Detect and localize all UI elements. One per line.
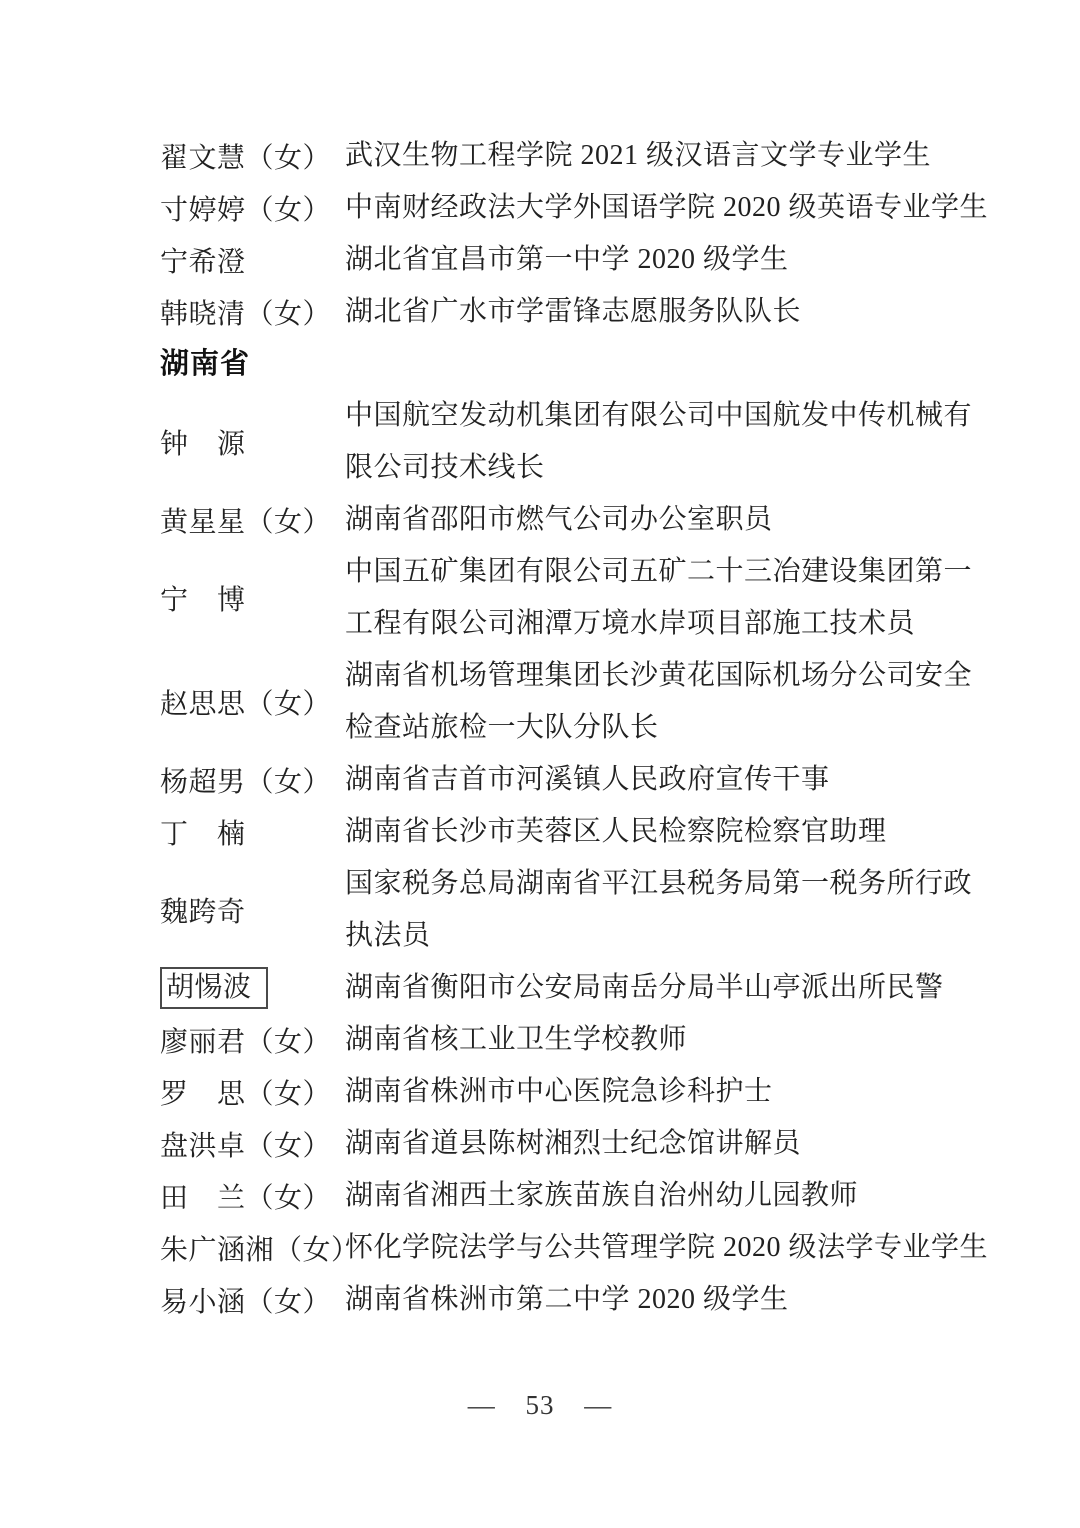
person-description (345, 962, 1030, 1014)
description-line: 湖南省衡阳市公安局南岳分局半山亭派出所民警 (345, 972, 944, 1003)
roster-entry (160, 390, 1030, 494)
roster-entry (160, 182, 1030, 234)
roster-entry (160, 1274, 1030, 1326)
person-description (345, 390, 1030, 494)
person-description (345, 182, 1030, 234)
description-line: 湖南省株洲市中心医院急诊科护士 (345, 1076, 773, 1107)
person-description (345, 1118, 1030, 1170)
description-line: 中南财经政法大学外国语学院 2020 级英语专业学生 (345, 192, 989, 223)
person-description (345, 130, 1030, 182)
description-line: 湖南省株洲市第二中学 2020 级学生 (345, 1284, 789, 1315)
roster-entry (160, 1222, 1030, 1274)
person-name: 魏跨奇 (160, 897, 246, 928)
person-description (345, 286, 1030, 338)
person-description (345, 754, 1030, 806)
roster-entry (160, 1014, 1030, 1066)
roster-entry (160, 234, 1030, 286)
description-line: 中国航空发动机集团有限公司中国航发中传机械有 (345, 400, 973, 431)
description-line: 湖南省湘西土家族苗族自治州幼儿园教师 (345, 1180, 859, 1211)
roster-entry (160, 858, 1030, 962)
person-name: 廖丽君（女） (160, 1027, 332, 1058)
description-line: 湖南省机场管理集团长沙黄花国际机场分公司安全 (345, 660, 973, 691)
person-name: 杨超男（女） (160, 767, 332, 798)
person-name: 田 兰（女） (160, 1183, 332, 1214)
description-line: 工程有限公司湘潭万境水岸项目部施工技术员 (345, 608, 916, 639)
roster-entry (160, 962, 1030, 1014)
person-description (345, 546, 1030, 650)
description-line: 中国五矿集团有限公司五矿二十三冶建设集团第一 (345, 556, 973, 587)
person-description (345, 650, 1030, 754)
person-description (345, 1274, 1030, 1326)
person-name: 钟 源 (160, 429, 246, 460)
roster-entry (160, 494, 1030, 546)
person-name: 赵思思（女） (160, 689, 332, 720)
roster-content (160, 130, 1030, 1326)
description-line: 湖南省道县陈树湘烈士纪念馆讲解员 (345, 1128, 802, 1159)
description-line: 湖南省长沙市芙蓉区人民检察院检察官助理 (345, 816, 887, 847)
section-header-hunan: 湖南省 (160, 348, 251, 380)
roster-entry (160, 1066, 1030, 1118)
description-line: 国家税务总局湖南省平江县税务局第一税务所行政 (345, 868, 973, 899)
person-description (345, 1066, 1030, 1118)
person-name (160, 962, 345, 1014)
description-line: 湖南省邵阳市燃气公司办公室职员 (345, 504, 773, 535)
person-name: 翟文慧（女） (160, 143, 332, 174)
description-line: 湖南省核工业卫生学校教师 (345, 1024, 688, 1055)
roster-entry (160, 754, 1030, 806)
description-line: 检查站旅检一大队分队长 (345, 712, 659, 743)
person-name: 寸婷婷（女） (160, 195, 332, 226)
roster-entry (160, 286, 1030, 338)
description-line: 武汉生物工程学院 2021 级汉语言文学专业学生 (345, 140, 932, 171)
person-description (345, 1222, 1030, 1274)
person-name: 朱广涵湘（女） (160, 1235, 360, 1266)
person-name: 丁 楠 (160, 819, 246, 850)
person-name: 盘洪卓（女） (160, 1131, 332, 1162)
person-description (345, 806, 1030, 858)
roster-entry (160, 806, 1030, 858)
roster-entry (160, 650, 1030, 754)
boxed-name-highlight: 胡惕波 (160, 967, 268, 1009)
description-line: 执法员 (345, 920, 431, 951)
description-line: 湖北省广水市学雷锋志愿服务队队长 (345, 296, 802, 327)
roster-entry (160, 130, 1030, 182)
roster-entry (160, 1170, 1030, 1222)
person-description (345, 1014, 1030, 1066)
person-name: 黄星星（女） (160, 507, 332, 538)
person-description (345, 1170, 1030, 1222)
roster-entry (160, 1118, 1030, 1170)
description-line: 怀化学院法学与公共管理学院 2020 级法学专业学生 (345, 1232, 989, 1263)
description-line: 湖北省宜昌市第一中学 2020 级学生 (345, 244, 789, 275)
description-line: 湖南省吉首市河溪镇人民政府宣传干事 (345, 764, 830, 795)
person-description (345, 234, 1030, 286)
person-description (345, 494, 1030, 546)
person-name: 韩晓清（女） (160, 299, 332, 330)
person-name: 罗 思（女） (160, 1079, 332, 1110)
person-description (345, 858, 1030, 962)
roster-entry (160, 546, 1030, 650)
page-number: — 53 — (467, 1390, 613, 1420)
person-name: 易小涵（女） (160, 1287, 332, 1318)
person-name: 宁 博 (160, 585, 246, 616)
person-name: 宁希澄 (160, 247, 246, 278)
description-line: 限公司技术线长 (345, 452, 545, 483)
